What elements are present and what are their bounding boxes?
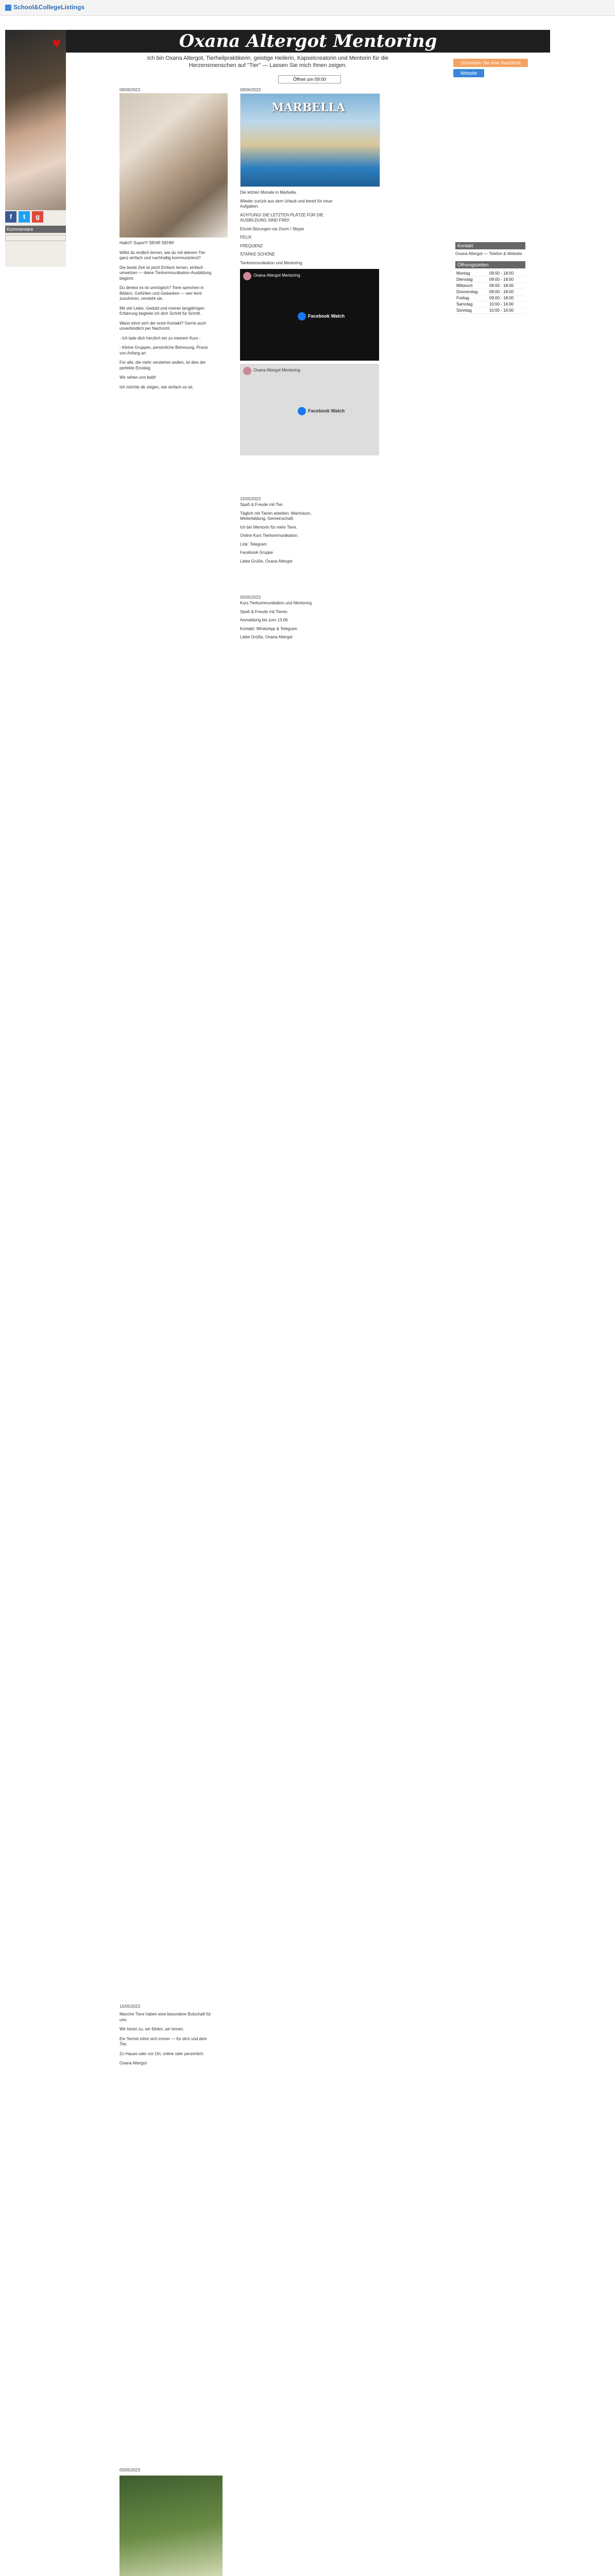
post-date: 09/06/2023 [240,88,261,92]
facebook-video-1[interactable] [240,269,379,361]
postcard-title: MARBELLA [271,101,346,114]
hours-row [455,307,525,313]
opening-status: Öffnet um 09:00 [278,75,341,83]
watch-label-text: Facebook Watch [308,408,345,414]
post-paragraph: Link: Telegram [240,541,267,547]
hours-day: Freitag [455,295,488,301]
post-paragraph: Ich bin Mentorin für mehr Tiere. [240,524,298,530]
hours-row [455,289,525,295]
post-date: 09/06/2023 [119,88,141,92]
avatar [243,272,251,280]
post-2-right [240,497,337,564]
opening-hours-title: Öffnungszeiten [455,261,525,268]
hours-day: Donnerstag [455,289,488,295]
post-paragraph: - Ich lade dich herzlich ein zu meinem Kurs - [119,335,201,341]
post-photo[interactable] [119,2476,223,2576]
website-button[interactable]: Website [453,69,484,77]
post-paragraph: Anmeldung bis zum 13.06. [240,618,289,622]
video-title: Oxana Altergot Mentoring [253,273,300,278]
post-photo[interactable] [119,93,228,238]
post-paragraph: Zu Hause oder vor Ort, online oder persönlich. [119,2051,204,2056]
intro-text: Ich bin Oxana Altergot, Tierheilpraktikerin, geistige Heilerin, Kapselcreatorin und Mentorin für die Herzensmenschen auf "Tier" — Lassen Sie mich Ihnen zeigen. [147,55,389,69]
page-title-banner: Oxana Altergot Mentoring [66,30,550,53]
post-paragraph: Mit viel Liebe, Geduld und meiner langjährigen Erfahrung begleite ich dich Schritt für Schritt. [119,306,204,316]
post-paragraph: Kurs Tierkommunikation und Mentoring [240,601,312,605]
post-paragraph: Ich möchte dir zeigen, wie einfach es ist. [119,384,194,389]
post-text [119,2012,212,2066]
hours-day: Dienstag [455,276,488,282]
hours-day: Samstag [455,301,488,307]
hours-day: Mittwoch [455,282,488,289]
post-paragraph: Täglich mit Tieren arbeiten: Wachstum, Weiterbildung, Gemeinschaft. [240,511,312,521]
post-paragraph: Liebe Grüße, Oxana Altergot [240,635,293,639]
logo-text: School&CollegeListings [13,4,85,11]
post-2 [119,2004,228,2071]
hours-day: Sonntag [455,307,488,313]
profile-photo [5,30,66,210]
hours-row [455,282,525,289]
marbella-postcard[interactable] [240,93,380,187]
post-3 [119,2468,228,2576]
post-paragraph: Facebook Gruppe [240,550,274,555]
hours-day: Montag [455,270,488,277]
post-paragraph: Spaß & Freude mit Tier. [240,502,284,507]
post-paragraph: Online Kurs Tierkommunikation. [240,533,299,538]
post-paragraph: STARKE SCHÖNE [240,252,275,257]
opening-hours-table [455,270,525,314]
heart-icon: ♥ [52,35,61,51]
post-paragraph: Du denkst es ist unmöglich? Tiere sprechen in Bildern, Gefühlen und Gedanken — wer lernt zuzuhören, versteht sie. [119,285,204,301]
secondary-feed [240,88,346,643]
post-paragraph: Die letzten Monate in Marbella. [240,190,297,195]
contact-widget-text: Oxana Altergot — Telefon & Website [455,251,522,256]
hours-time: 10:00 - 16:00 [488,307,525,313]
social-share-buttons [5,211,66,223]
avatar [243,367,251,375]
post-paragraph: Wir sehen uns bald! [119,375,156,380]
post-paragraph: Wieder zurück aus dem Urlaub und bereit für neue Aufgaben. [240,198,333,209]
hours-row [455,276,525,282]
post-date: 15/05/2023 [240,497,261,501]
post-paragraph: Die beste Zeit ist jetzt! Einfach lernen, einfach umsetzen — deine Tierkommunikation-Ausbildung beginnt. [119,265,212,281]
post-paragraph: Für alle, die mehr verstehen wollen, ist dies der perfekte Einstieg. [119,360,206,370]
contact-widget [455,242,525,314]
facebook-watch-label[interactable] [298,407,345,415]
post-paragraph: Liebe Grüße, Oxana Altergot [240,558,293,564]
top-navigation-bar [0,0,615,16]
post-1 [119,88,259,390]
hours-time: 09:00 - 18:00 [488,282,525,289]
post-date: 15/05/2023 [119,2004,141,2009]
hours-time: 09:00 - 18:00 [488,295,525,301]
post-date: 05/05/2023 [119,2468,141,2472]
post-paragraph: FREQUENZ [240,243,263,248]
google-icon[interactable]: g [32,211,43,223]
post-text [240,502,337,564]
post-paragraph: Manche Tiere haben eine besondere Botschaft für uns. [119,2012,211,2022]
post-text [119,241,212,390]
comments-widget-title: Kommentare [5,226,66,233]
hours-time: 09:00 - 18:00 [488,270,525,277]
post-paragraph: Wir hören zu, wir fühlen, wir lernen. [119,2027,184,2031]
post-paragraph: - Kleine Gruppen, persönliche Betreuung, Praxis von Anfang an [119,345,208,355]
hours-time: 09:00 - 18:00 [488,289,525,295]
play-icon [298,407,306,415]
comments-widget-box [5,235,66,241]
post-paragraph: Ein Termin lohnt sich immer — für dich und dein Tier. [119,2036,207,2046]
post-paragraph: ACHTUNG! DIE LETZTEN PLÄTZE FÜR DIE AUSBILDUNG SIND FREI! [240,212,323,223]
site-logo[interactable] [5,4,84,11]
twitter-icon[interactable]: t [19,211,30,223]
post-paragraph: Spaß & Freude mit Tieren. [240,609,288,614]
video-title: Oxana Altergot Mentoring [253,368,300,372]
hours-row [455,295,525,301]
post-paragraph: Wann lohnt sich der erste Kontakt? Gerne auch unverbindlich per Nachricht. [119,320,207,331]
post-paragraph: Kontakt: WhatsApp & Telegram [240,626,298,631]
post-paragraph: Tierkommunikation und Mentoring [240,260,302,265]
post-date: 05/05/2023 [240,595,261,600]
hours-time: 09:00 - 18:00 [488,276,525,282]
hours-row [455,301,525,307]
hours-row [455,270,525,277]
contact-widget-title: Kontakt [455,242,525,249]
post-text [240,601,337,640]
logo-icon [5,5,11,11]
post-paragraph: Hallo!!! Super!!! SEHR SEHR! [119,241,175,245]
watch-label-text: Facebook Watch [308,313,345,319]
hours-time: 10:00 - 16:00 [488,301,525,307]
send-message-button[interactable]: Schreiben Sie eine Nachricht [453,59,528,67]
facebook-icon[interactable]: f [5,211,16,223]
play-icon [298,312,306,320]
post-paragraph: Willst du endlich lernen, wie du mit deinem Tier ganz einfach und nachhaltig kommunizierst? [119,250,206,260]
facebook-watch-label[interactable] [298,312,345,320]
post-text [240,190,337,266]
marbella-image [241,94,380,187]
post-3-right [240,595,337,640]
post-paragraph: Oxana Altergot [119,2061,147,2065]
post-paragraph: FELIX [240,235,252,240]
post-paragraph: Einzel-Sitzungen via Zoom / Skype [240,226,304,231]
facebook-video-2[interactable] [240,364,379,455]
